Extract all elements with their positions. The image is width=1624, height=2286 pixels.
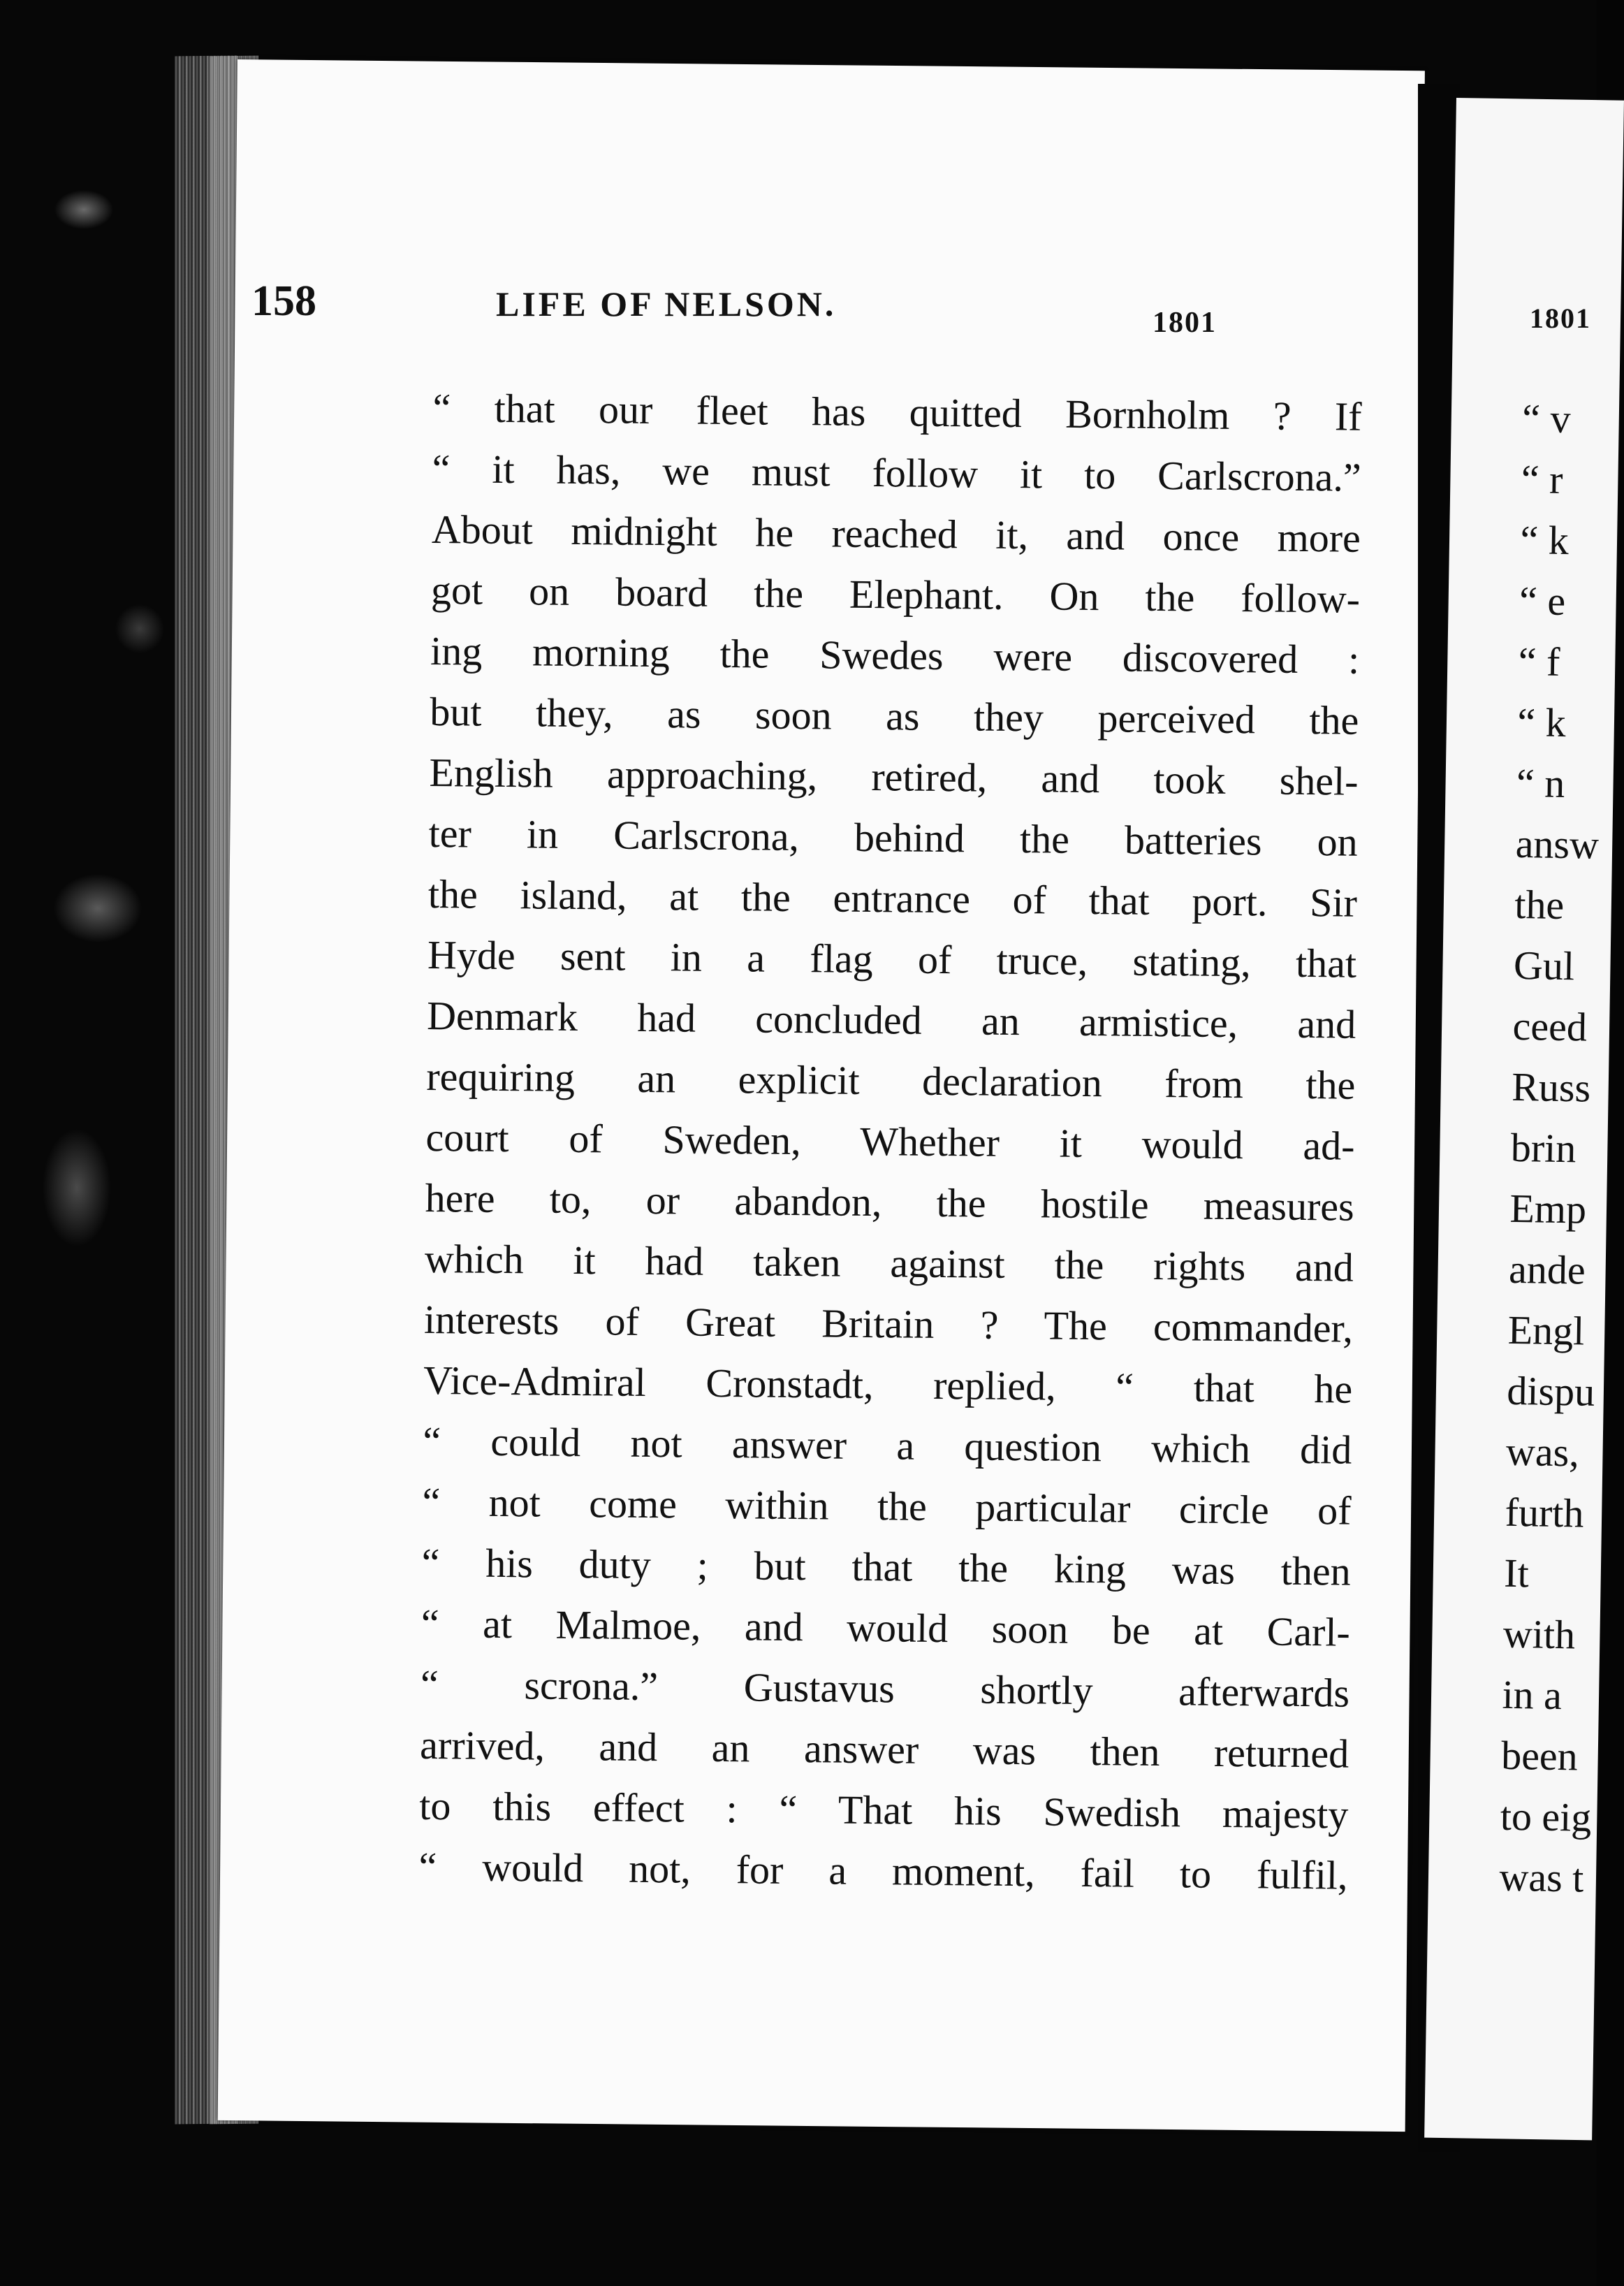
text-line: here to, or abandon, the hostile measures xyxy=(425,1174,1354,1230)
text-line: court of Sweden, Whether it would ad- xyxy=(425,1114,1355,1169)
text-line: “ would not, for a moment, fail to fulfil, xyxy=(418,1843,1348,1898)
text-line: “ his duty ; but that the king was then xyxy=(421,1539,1351,1594)
text-line: “ it has, we must follow it to Carlscrona.” xyxy=(432,445,1361,500)
text-line: got on board the Elephant. On the follow- xyxy=(430,567,1361,622)
right-page-line: Emp xyxy=(1509,1185,1587,1232)
right-page-line: “ f xyxy=(1518,638,1560,685)
right-page-line: dispu xyxy=(1506,1367,1595,1415)
text-line: “ could not answer a question which did xyxy=(423,1418,1352,1473)
right-page-line: was, xyxy=(1505,1428,1580,1476)
text-line: which it had taken against the rights and xyxy=(424,1235,1354,1290)
text-line: Denmark had concluded an armistice, and xyxy=(426,992,1356,1047)
text-line: Hyde sent in a flag of truce, stating, that xyxy=(427,931,1357,987)
right-page-line: answ xyxy=(1515,820,1600,868)
text-line: “ at Malmoe, and would soon be at Carl- xyxy=(420,1600,1351,1655)
right-page-line: the xyxy=(1514,881,1565,929)
text-line: About midnight he reached it, and once more xyxy=(431,506,1361,561)
right-page-line: “ v xyxy=(1521,395,1572,442)
right-page-line: “ k xyxy=(1520,516,1570,564)
text-line: arrived, and an answer was then returned xyxy=(419,1721,1349,1777)
right-page-line: furth xyxy=(1505,1489,1584,1536)
right-page-line: Russ xyxy=(1511,1063,1591,1111)
right-page-line: It xyxy=(1503,1550,1530,1596)
right-page-line: in a xyxy=(1502,1671,1563,1719)
right-page-line: was t xyxy=(1499,1854,1584,1901)
running-year: 1801 xyxy=(1153,307,1217,339)
text-line: the island, at the entrance of that port. Sir xyxy=(427,871,1358,926)
text-line: ter in Carlscrona, behind the batteries on xyxy=(428,810,1358,865)
text-line: “ that our fleet has quitted Bornholm ? If xyxy=(432,384,1362,439)
page-number: 158 xyxy=(251,277,316,325)
right-page-line: “ e xyxy=(1519,577,1566,624)
text-line: Vice-Admiral Cronstadt, replied, “ that he xyxy=(423,1357,1353,1412)
right-page-line: “ r xyxy=(1521,456,1564,502)
text-line: but they, as soon as they perceived the xyxy=(430,688,1359,743)
right-page-line: to eig xyxy=(1500,1793,1592,1840)
text-line: to this effect : “ That his Swedish majesty xyxy=(419,1782,1349,1837)
running-title: LIFE OF NELSON. xyxy=(496,284,837,323)
text-line: English approaching, retired, and took shel- xyxy=(429,749,1359,804)
right-page-line: ande xyxy=(1508,1246,1586,1293)
right-page-line: been xyxy=(1500,1732,1579,1779)
text-line: ing morning the Swedes were discovered : xyxy=(430,627,1360,683)
text-line: “ scrona.” Gustavus shortly afterwards xyxy=(420,1661,1350,1716)
right-page-line: ceed xyxy=(1512,1003,1588,1050)
right-page-line: Engl xyxy=(1507,1306,1585,1354)
right-page-year: 1801 xyxy=(1530,303,1591,334)
body-text xyxy=(418,377,1362,1906)
right-page-line: “ k xyxy=(1516,699,1567,746)
right-page-line: Gul xyxy=(1513,942,1575,989)
right-page-line: with xyxy=(1502,1610,1576,1658)
running-head xyxy=(251,210,1369,339)
text-line: requiring an explicit declaration from the xyxy=(426,1053,1356,1108)
text-line: interests of Great Britain ? The commander, xyxy=(423,1296,1354,1351)
right-page-line: brin xyxy=(1510,1124,1577,1172)
right-page-line: “ n xyxy=(1516,759,1565,807)
text-line: “ not come within the particular circle of xyxy=(422,1478,1352,1534)
